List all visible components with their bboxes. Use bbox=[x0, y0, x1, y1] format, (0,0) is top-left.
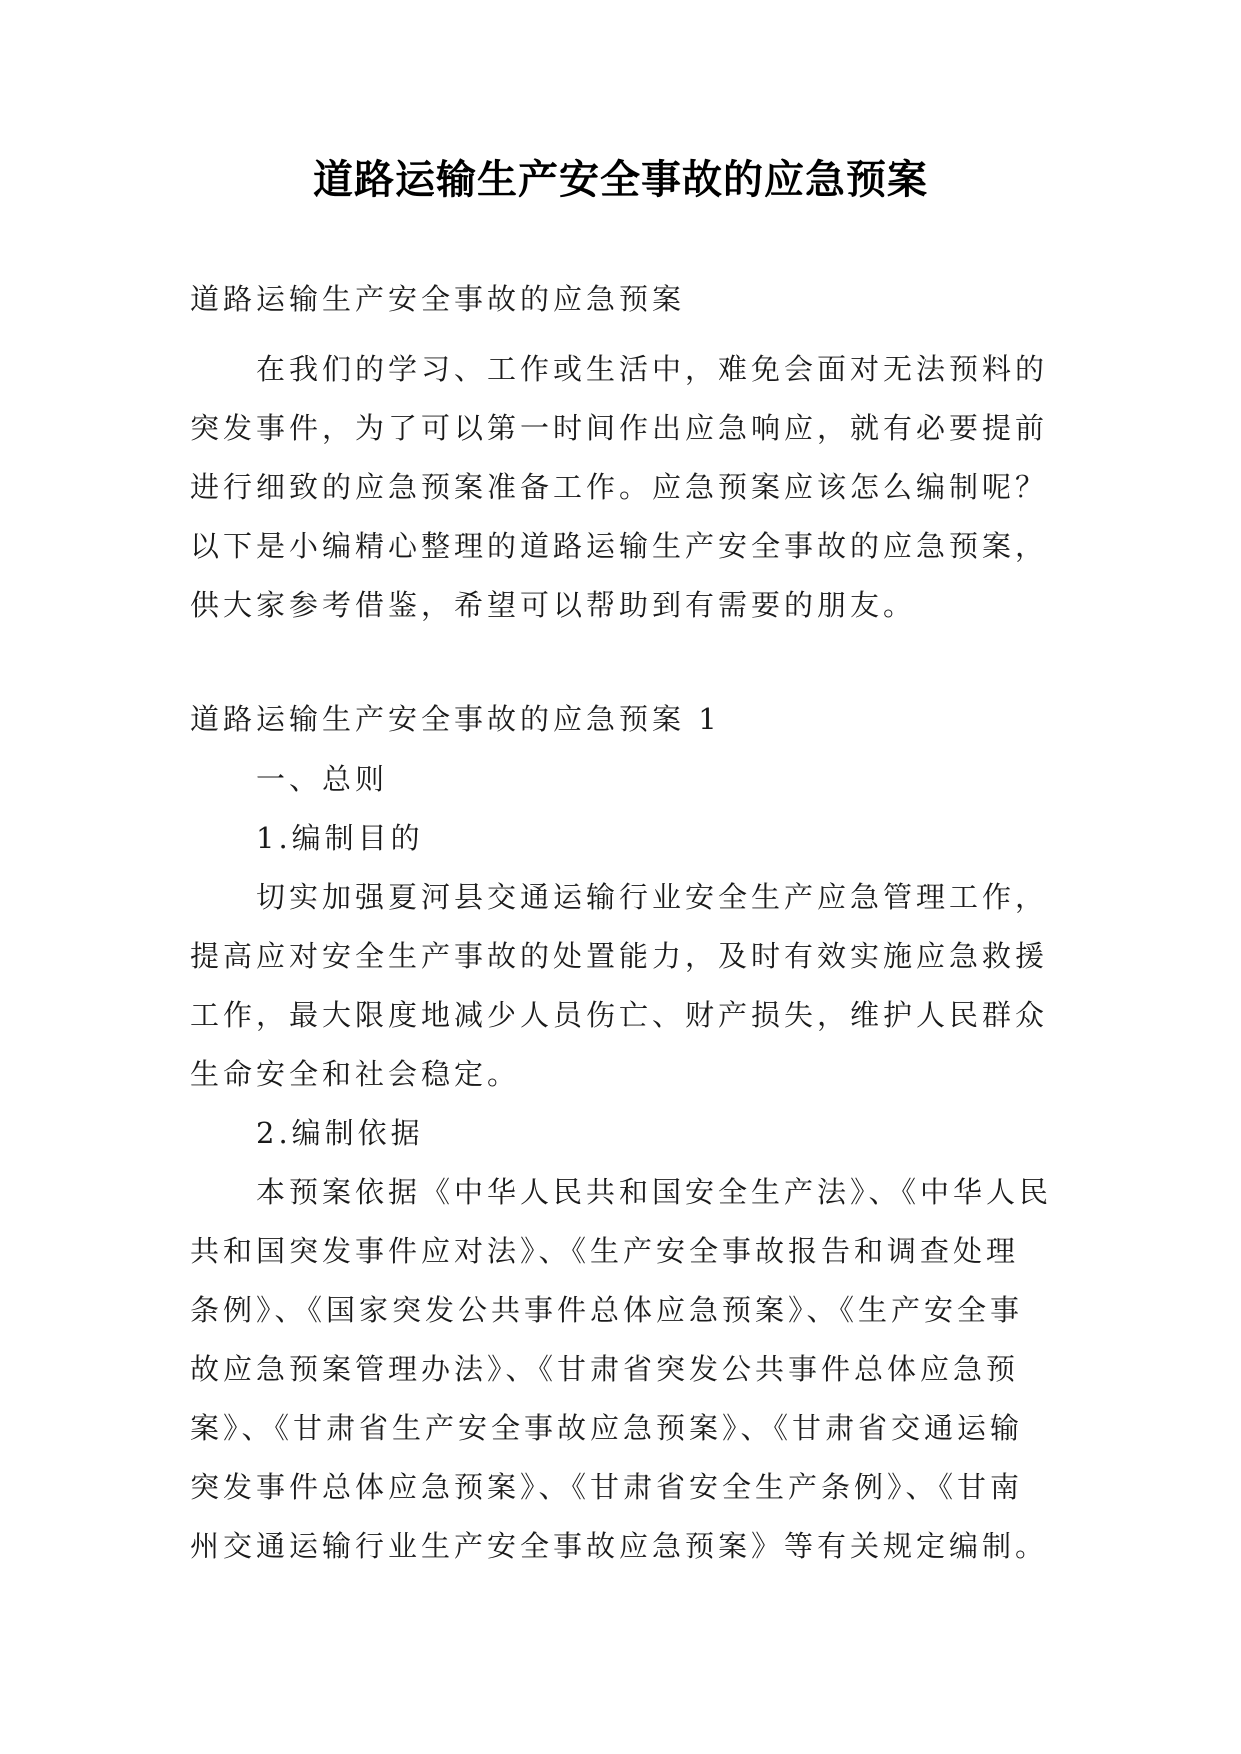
basis-line-6: 突发事件总体应急预案》、《甘肃省安全生产条例》、《甘南 bbox=[190, 1470, 1024, 1504]
basis-line-4: 故应急预案管理办法》、《甘肃省突发公共事件总体应急预 bbox=[190, 1352, 1020, 1386]
purpose-line-3: 工作，最大限度地减少人员伤亡、财产损失，维护人民群众 bbox=[190, 998, 1049, 1032]
basis-line-1: 本预案依据《中华人民共和国安全生产法》、《中华人民 bbox=[256, 1175, 1053, 1209]
purpose-line-2: 提高应对安全生产事故的处置能力，及时有效实施应急救援 bbox=[190, 939, 1049, 973]
purpose-line-1: 切实加强夏河县交通运输行业安全生产应急管理工作， bbox=[256, 880, 1049, 914]
basis-line-2: 共和国突发事件应对法》、《生产安全事故报告和调查处理 bbox=[190, 1234, 1020, 1268]
heading-basis: 2.编制依据 bbox=[256, 1116, 424, 1150]
intro-line-4: 以下是小编精心整理的道路运输生产安全事故的应急预案， bbox=[190, 529, 1049, 563]
intro-line-2: 突发事件，为了可以第一时间作出应急响应，就有必要提前 bbox=[190, 411, 1049, 445]
intro-line-5: 供大家参考借鉴，希望可以帮助到有需要的朋友。 bbox=[190, 588, 917, 622]
basis-line-7: 州交通运输行业生产安全事故应急预案》等有关规定编制。 bbox=[190, 1529, 1049, 1563]
basis-line-5: 案》、《甘肃省生产安全事故应急预案》、《甘肃省交通运输 bbox=[190, 1411, 1024, 1445]
heading-purpose: 1.编制目的 bbox=[256, 821, 424, 855]
heading-general: 一、总则 bbox=[256, 762, 389, 796]
document-title: 道路运输生产安全事故的应急预案 bbox=[313, 157, 928, 203]
basis-line-3: 条例》、《国家突发公共事件总体应急预案》、《生产安全事 bbox=[190, 1293, 1024, 1327]
purpose-line-4: 生命安全和社会稳定。 bbox=[190, 1057, 521, 1091]
section-title: 道路运输生产安全事故的应急预案 1 bbox=[190, 702, 721, 736]
document-subtitle: 道路运输生产安全事故的应急预案 bbox=[190, 282, 686, 316]
intro-line-3: 进行细致的应急预案准备工作。应急预案应该怎么编制呢？ bbox=[190, 470, 1049, 504]
intro-line-1: 在我们的学习、工作或生活中，难免会面对无法预料的 bbox=[256, 352, 1049, 386]
